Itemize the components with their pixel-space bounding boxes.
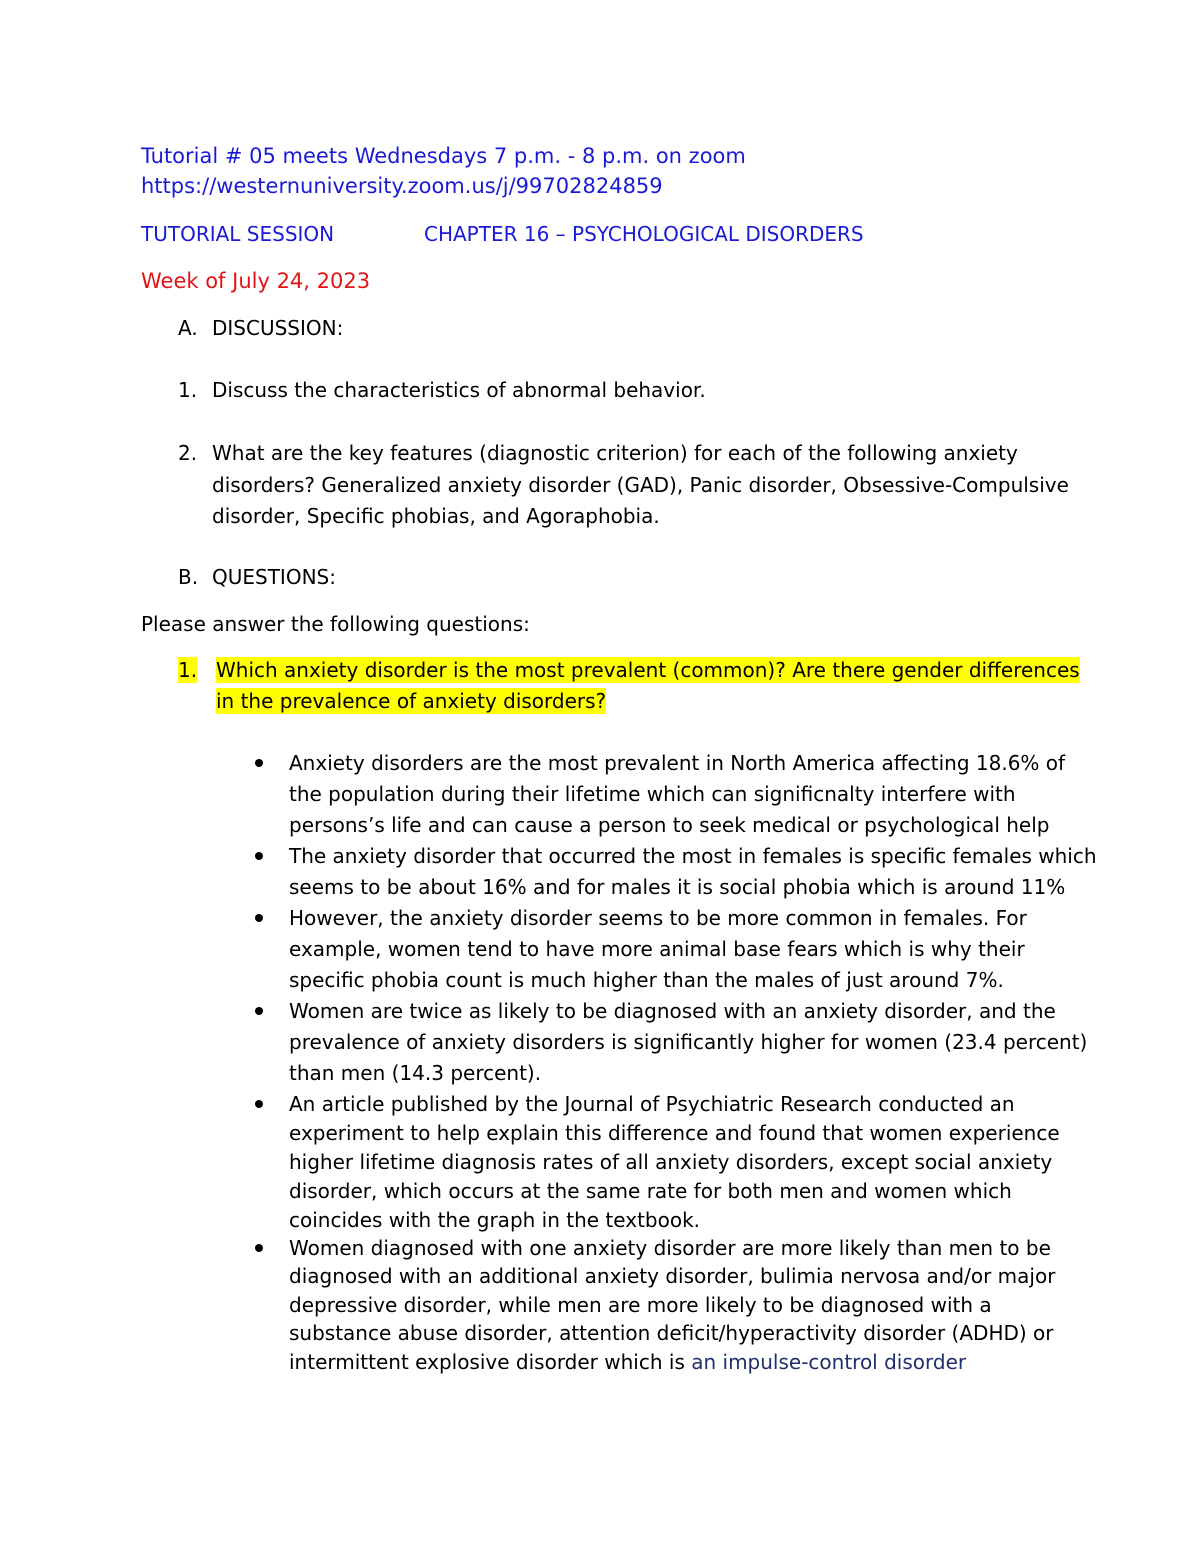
answer-5-line-2: experiment to help explain this difference and found that women experience bbox=[289, 1121, 1060, 1145]
bullet-icon bbox=[255, 852, 263, 860]
section-marker-a: A. bbox=[178, 316, 198, 340]
answer-2-line-1: The anxiety disorder that occurred the most in females is specific females which bbox=[289, 844, 1097, 868]
bullet-icon bbox=[255, 759, 263, 767]
discussion-item-2-num: 2. bbox=[178, 441, 198, 465]
question-1-line-1: Which anxiety disorder is the most prevalent (common)? Are there gender differences bbox=[216, 658, 1080, 682]
questions-intro: Please answer the following questions: bbox=[141, 612, 530, 636]
chapter-title: CHAPTER 16 – PSYCHOLOGICAL DISORDERS bbox=[424, 222, 864, 246]
answer-4-line-1: Women are twice as likely to be diagnosed with an anxiety disorder, and the bbox=[289, 999, 1056, 1023]
answer-4-line-3: than men (14.3 percent). bbox=[289, 1061, 542, 1085]
section-marker-b: B. bbox=[178, 565, 199, 589]
impulse-control-link[interactable]: an impulse-control disorder bbox=[691, 1350, 967, 1374]
discussion-item-2-line-2: disorders? Generalized anxiety disorder (GAD), Panic disorder, Obsessive-Compulsive bbox=[212, 473, 1069, 497]
answer-6-line-1: Women diagnosed with one anxiety disorder are more likely than men to be bbox=[289, 1236, 1051, 1260]
answer-1-line-2: the population during their lifetime which can significnalty interfere with bbox=[289, 782, 1016, 806]
bullet-icon bbox=[255, 914, 263, 922]
questions-heading: QUESTIONS: bbox=[212, 565, 336, 589]
discussion-heading: DISCUSSION: bbox=[212, 316, 344, 340]
discussion-item-2-line-3: disorder, Specific phobias, and Agoraphobia. bbox=[212, 504, 660, 528]
discussion-item-2-line-1: What are the key features (diagnostic criterion) for each of the following anxiety bbox=[212, 441, 1018, 465]
answer-5-line-1: An article published by the Journal of Psychiatric Research conducted an bbox=[289, 1092, 1015, 1116]
answer-3-line-1: However, the anxiety disorder seems to be more common in females. For bbox=[289, 906, 1027, 930]
answer-2-line-2: seems to be about 16% and for males it is social phobia which is around 11% bbox=[289, 875, 1066, 899]
answer-6-line-4: substance abuse disorder, attention deficit/hyperactivity disorder (ADHD) or bbox=[289, 1321, 1054, 1345]
answer-5-line-4: disorder, which occurs at the same rate for both men and women which bbox=[289, 1179, 1012, 1203]
zoom-link[interactable]: https://westernuniversity.zoom.us/j/99702824859 bbox=[141, 174, 663, 198]
answer-1-line-3: persons’s life and can cause a person to seek medical or psychological help bbox=[289, 813, 1050, 837]
week-date: Week of July 24, 2023 bbox=[141, 269, 371, 293]
answer-5-line-5: coincides with the graph in the textbook. bbox=[289, 1208, 701, 1232]
bullet-icon bbox=[255, 1100, 263, 1108]
answer-3-line-3: specific phobia count is much higher than the males of just around 7%. bbox=[289, 968, 1004, 992]
answer-6-line-3: depressive disorder, while men are more likely to be diagnosed with a bbox=[289, 1293, 992, 1317]
answer-3-line-2: example, women tend to have more animal base fears which is why their bbox=[289, 937, 1025, 961]
tutorial-info: Tutorial # 05 meets Wednesdays 7 p.m. - 8 p.m. on zoom bbox=[141, 144, 746, 168]
bullet-icon bbox=[255, 1007, 263, 1015]
answer-1-line-1: Anxiety disorders are the most prevalent in North America affecting 18.6% of bbox=[289, 751, 1066, 775]
answer-4-line-2: prevalence of anxiety disorders is significantly higher for women (23.4 percent) bbox=[289, 1030, 1088, 1054]
question-1-num: 1. bbox=[178, 658, 198, 682]
question-1-line-2: in the prevalence of anxiety disorders? bbox=[216, 689, 607, 713]
bullet-icon bbox=[255, 1244, 263, 1252]
answer-6-line-5 bbox=[289, 1349, 966, 1375]
answer-6-line-2: diagnosed with an additional anxiety disorder, bulimia nervosa and/or major bbox=[289, 1264, 1056, 1288]
discussion-item-1: Discuss the characteristics of abnormal behavior. bbox=[212, 378, 706, 402]
session-label: TUTORIAL SESSION bbox=[141, 222, 335, 246]
answer-6-line-5-text: intermittent explosive disorder which is bbox=[289, 1350, 692, 1374]
answer-5-line-3: higher lifetime diagnosis rates of all anxiety disorders, except social anxiety bbox=[289, 1150, 1053, 1174]
discussion-item-1-num: 1. bbox=[178, 378, 198, 402]
